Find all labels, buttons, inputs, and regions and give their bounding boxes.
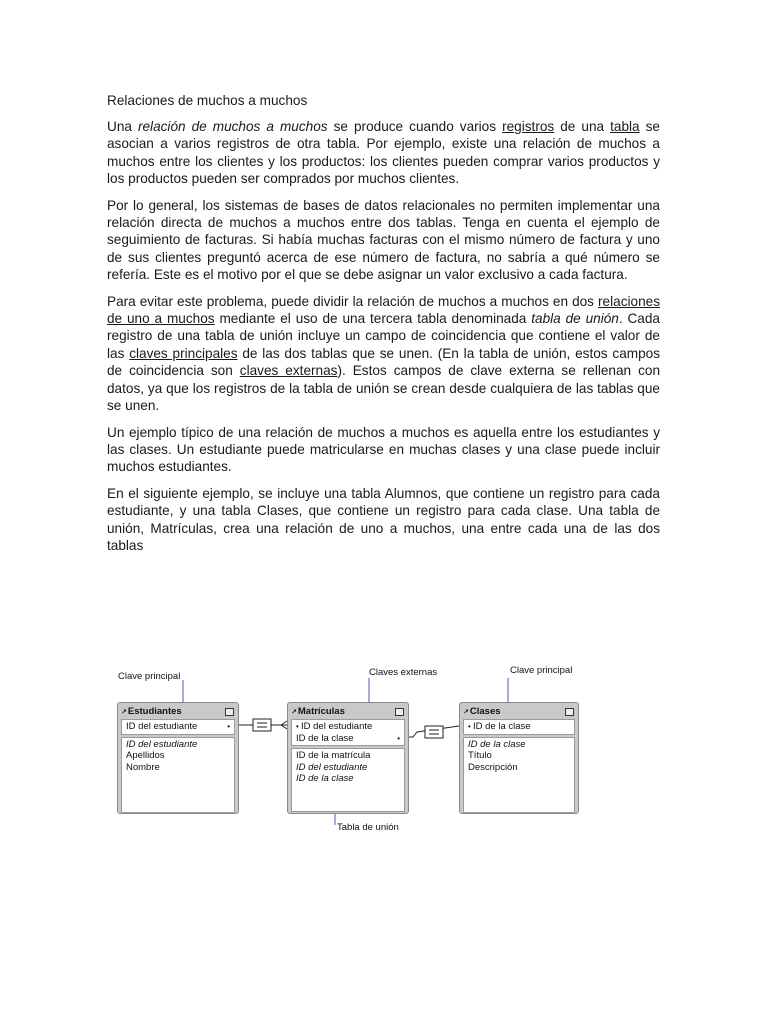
callout-clave-principal-left: Clave principal [118,671,181,682]
italic-term: relación de muchos a muchos [137,119,328,134]
field-row: ID del estudiante [126,738,198,750]
text-run: mediante el uso de una tercera tabla denominada [214,311,532,327]
text-run: Una [107,119,138,134]
key-row: ID del estudiante • [126,721,230,732]
text-run: se asocian a varios registros de otra tabla. Por ejemplo, existe una relación de muchos a muchos entre los clientes y los productos: los clientes pueden comprar varios productos y los productos pueden ser comprados por muchos clientes. [107,119,660,187]
link-tabla[interactable]: tabla [610,119,640,134]
collapse-icon[interactable] [565,708,574,716]
arrow-icon: ↗ [291,708,297,716]
table-header: ↗Matrículas [291,705,405,718]
field-row: ID del estudiante [296,761,368,773]
table-header: ↗Estudiantes [121,705,235,718]
section-heading: Relaciones de muchos a muchos [107,93,308,108]
text-run: . Cada registro de una tabla de unión incluye un campo de coincidencia que contiene el valor de las [107,311,660,361]
table-estudiantes[interactable] [117,702,239,814]
text-run: se produce cuando varios [327,119,503,134]
field-row: ID de la clase [296,773,354,784]
field-list [291,748,405,812]
key-row: • ID del estudiante [296,721,373,732]
key-fields [291,719,405,746]
relation-operator-1 [253,719,271,731]
collapse-icon[interactable] [225,708,234,716]
relationship-diagram [113,660,593,840]
field-row: Descripción [468,761,518,773]
link-claves-principales[interactable]: claves principales [129,345,238,361]
text-run: ). Estos campos de clave externa se rellenan con datos, ya que los registros de la tabla de unión se crean desde cualquiera de las tablas que se unen. [107,363,661,414]
text-run: Para evitar este problema, puede dividir la relación de muchos a muchos en dos [107,293,599,309]
callout-claves-externas: Claves externas [369,667,438,678]
collapse-icon[interactable] [395,708,404,716]
relation-operator-2 [425,726,443,738]
bullet-icon: • [468,722,471,731]
key-fields [463,719,575,735]
paragraph-5: En el siguiente ejemplo, se incluye una tabla Alumnos, que contiene un registro para cada estudiante, y una tabla Clases, que contiene un registro para cada clase. Una tabla de unión, Matrículas, crea una relación de uno a muchos, una entre cada una de las dos tablas [107,485,660,553]
key-fields [121,719,235,735]
callout-tabla-union: Tabla de unión [337,822,399,833]
field-row: ID de la matrícula [296,750,371,761]
link-registros[interactable]: registros [502,119,555,134]
paragraph-2: Por lo general, los sistemas de bases de datos relacionales no permiten implementar una relación directa de muchos a muchos entre dos tablas. Tenga en cuenta el ejemplo de seguimiento de facturas. Si había muchas facturas con el mismo número de factura y uno de sus clientes preguntó acerca de ese número de factura, no sabría a qué número se refería. Este es el motivo por el que se debe asignar un valor exclusivo a cada factura. [107,197,660,283]
bullet-icon: • [227,722,230,731]
bullet-icon: • [397,733,400,743]
text-run: de una [554,119,611,134]
field-row: Apellidos [126,750,165,761]
link-relaciones-uno-a-muchos[interactable]: relaciones de uno a muchos [107,293,660,327]
table-matriculas[interactable] [287,702,409,814]
link-claves-externas[interactable]: claves externas [239,363,338,379]
field-row: Nombre [126,761,160,773]
paragraph-1 [107,118,660,188]
table-header: ↗Clases [463,705,575,718]
key-row: • ID de la clase [468,721,531,732]
paragraph-3 [107,293,660,415]
field-row: ID de la clase [468,738,526,750]
table-clases[interactable] [459,702,579,814]
field-list [463,737,575,813]
document-body [107,92,660,563]
key-row: ID de la clase • [296,732,400,744]
field-list [121,737,235,813]
arrow-icon: ↗ [463,708,469,716]
arrow-icon: ↗ [121,708,127,716]
callout-clave-principal-right: Clave principal [510,665,573,676]
field-row: Título [468,750,492,761]
text-run: de las dos tablas que se unen. (En la tabla de unión, estos campos de coincidencia son [107,345,661,379]
paragraph-4: Un ejemplo típico de una relación de muchos a muchos es aquella entre los estudiantes y las clases. Un estudiante puede matricularse en muchas clases y una clase puede incluir muchos estudiantes. [107,424,660,475]
bullet-icon: • [296,722,299,731]
italic-term: tabla de unión [531,311,619,327]
